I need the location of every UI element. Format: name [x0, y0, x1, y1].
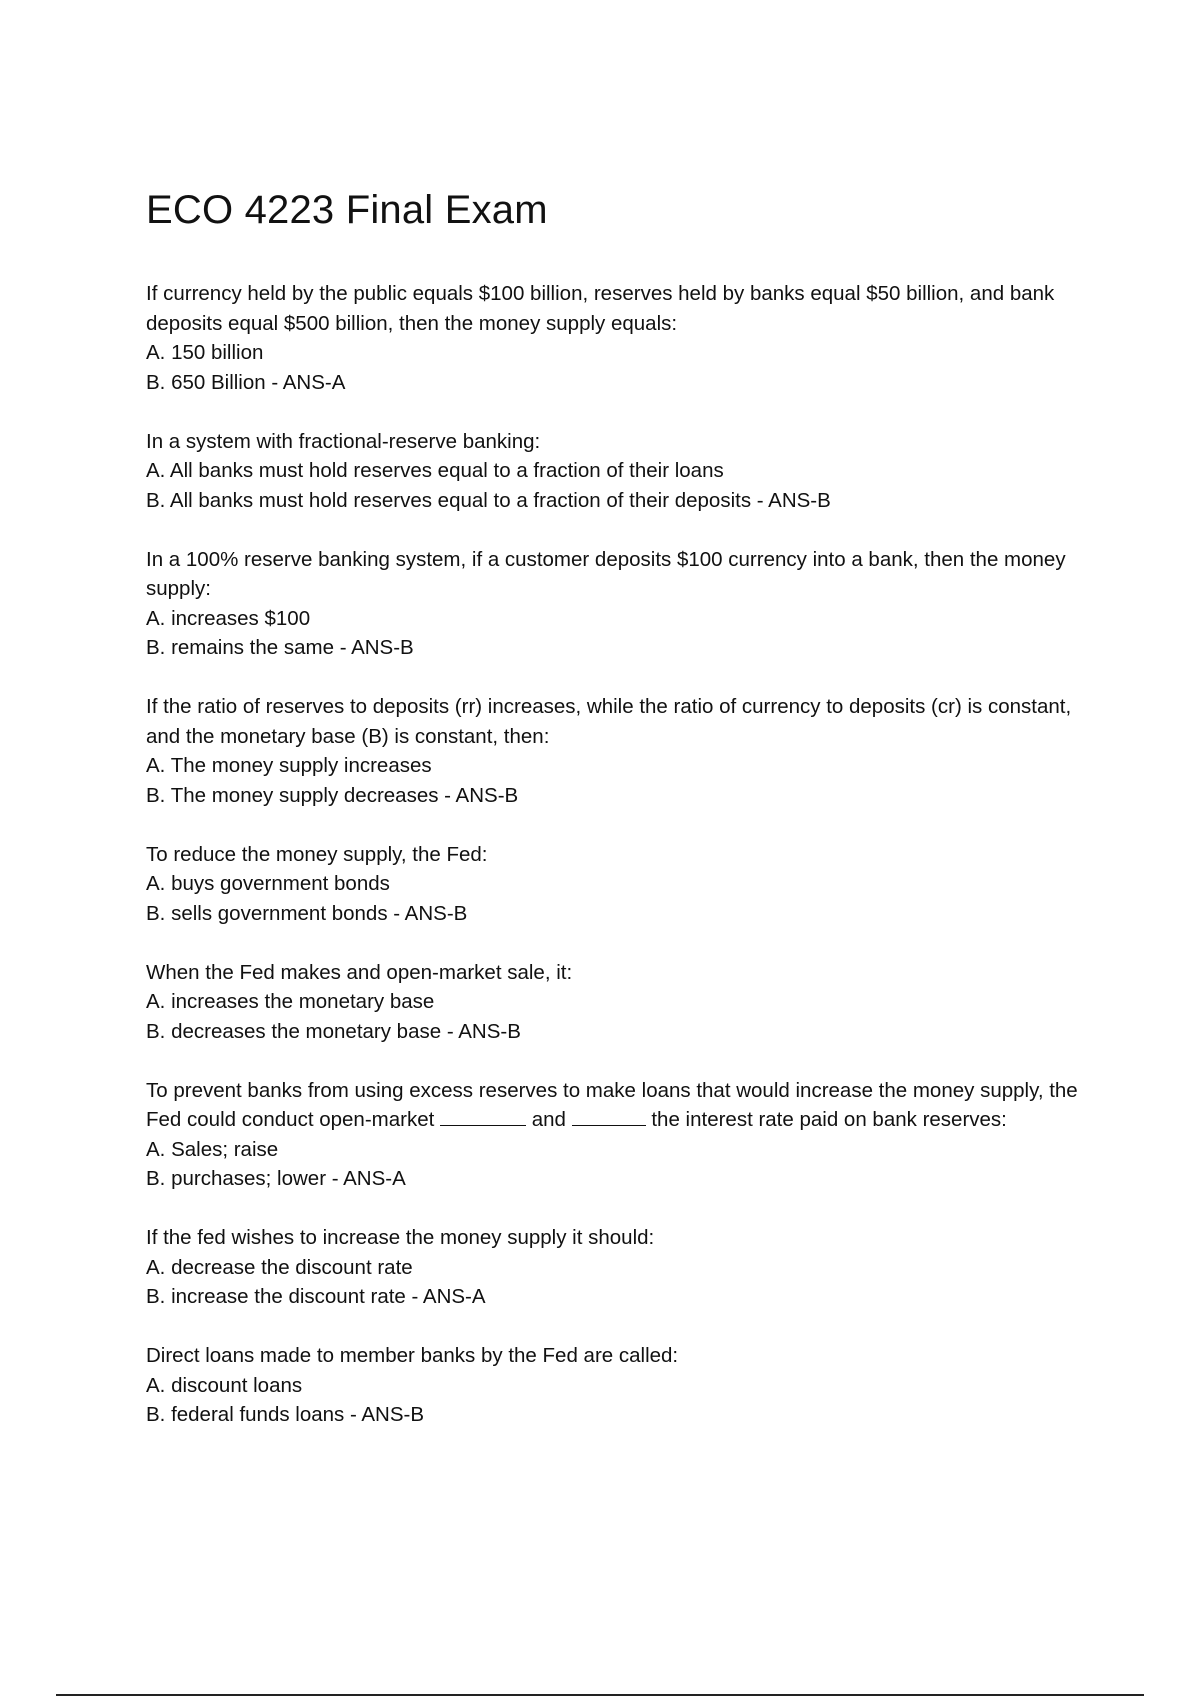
option-b-with-answer: B. remains the same - ANS-B — [146, 636, 414, 659]
question-text: If the fed wishes to increase the money supply it should: — [146, 1226, 655, 1249]
option-b-with-answer: B. 650 Billion - ANS-A — [146, 370, 346, 394]
option-a: A. decrease the discount rate — [146, 1255, 413, 1279]
question-list — [146, 279, 1086, 1459]
question-item — [146, 279, 1086, 397]
question-item — [146, 545, 1086, 663]
question-item — [146, 692, 1086, 810]
option-b-with-answer: B. purchases; lower - ANS-A — [146, 1167, 406, 1190]
option-b-with-answer: B. decreases the monetary base - ANS-B — [146, 1019, 521, 1043]
option-b-with-answer: B. The money supply decreases - ANS-B — [146, 783, 519, 807]
option-a: A. increases the monetary base — [146, 990, 435, 1013]
option-a: A. The money supply increases — [146, 754, 432, 777]
question-text: In a 100% reserve banking system, if a customer deposits $100 currency into a bank, then the money supply: — [146, 547, 1066, 600]
question-item — [146, 427, 1086, 516]
question-text-part1: To prevent banks from using excess reserves to make loans that would increase the money supply, the Fed could conduct open-market — [146, 1078, 1078, 1131]
question-text: If the ratio of reserves to deposits (rr) increases, while the ratio of currency to deposits (cr) is constant, and the monetary base (B) is constant, then: — [146, 695, 1072, 748]
question-text-part2: and — [531, 1108, 566, 1131]
question-text: To reduce the money supply, the Fed: — [146, 842, 488, 866]
option-b-with-answer: B. federal funds loans - ANS-B — [146, 1403, 425, 1426]
option-b-with-answer: B. All banks must hold reserves equal to a fraction of their deposits - ANS-B — [146, 488, 831, 512]
document-title: ECO 4223 Final Exam — [146, 188, 548, 232]
option-a: A. discount loans — [146, 1373, 303, 1397]
option-b-with-answer: B. increase the discount rate - ANS-A — [146, 1285, 486, 1308]
question-text-part3: the interest rate paid on bank reserves: — [651, 1108, 1007, 1131]
question-text: In a system with fractional-reserve banking: — [146, 429, 541, 453]
fill-in-blank — [572, 1105, 646, 1126]
option-a: A. 150 billion — [146, 341, 264, 364]
option-b-with-answer: B. sells government bonds - ANS-B — [146, 901, 468, 925]
option-a: A. All banks must hold reserves equal to a fraction of their loans — [146, 459, 724, 482]
footer-divider — [56, 1694, 1144, 1696]
question-text: Direct loans made to member banks by the Fed are called: — [146, 1344, 679, 1367]
option-a: A. increases $100 — [146, 606, 311, 630]
question-item — [146, 958, 1086, 1047]
question-item — [146, 1076, 1086, 1194]
option-a: A. Sales; raise — [146, 1137, 279, 1161]
question-text: When the Fed makes and open-market sale, it: — [146, 960, 573, 984]
question-text-with-blanks — [146, 1076, 1086, 1135]
question-item — [146, 840, 1086, 929]
question-item — [146, 1341, 1086, 1430]
question-text: If currency held by the public equals $100 billion, reserves held by banks equal $50 billion, and bank deposits equal $500 billion, then the money supply equals: — [146, 282, 1055, 335]
fill-in-blank — [440, 1105, 526, 1126]
question-item — [146, 1223, 1086, 1312]
option-a: A. buys government bonds — [146, 872, 390, 895]
